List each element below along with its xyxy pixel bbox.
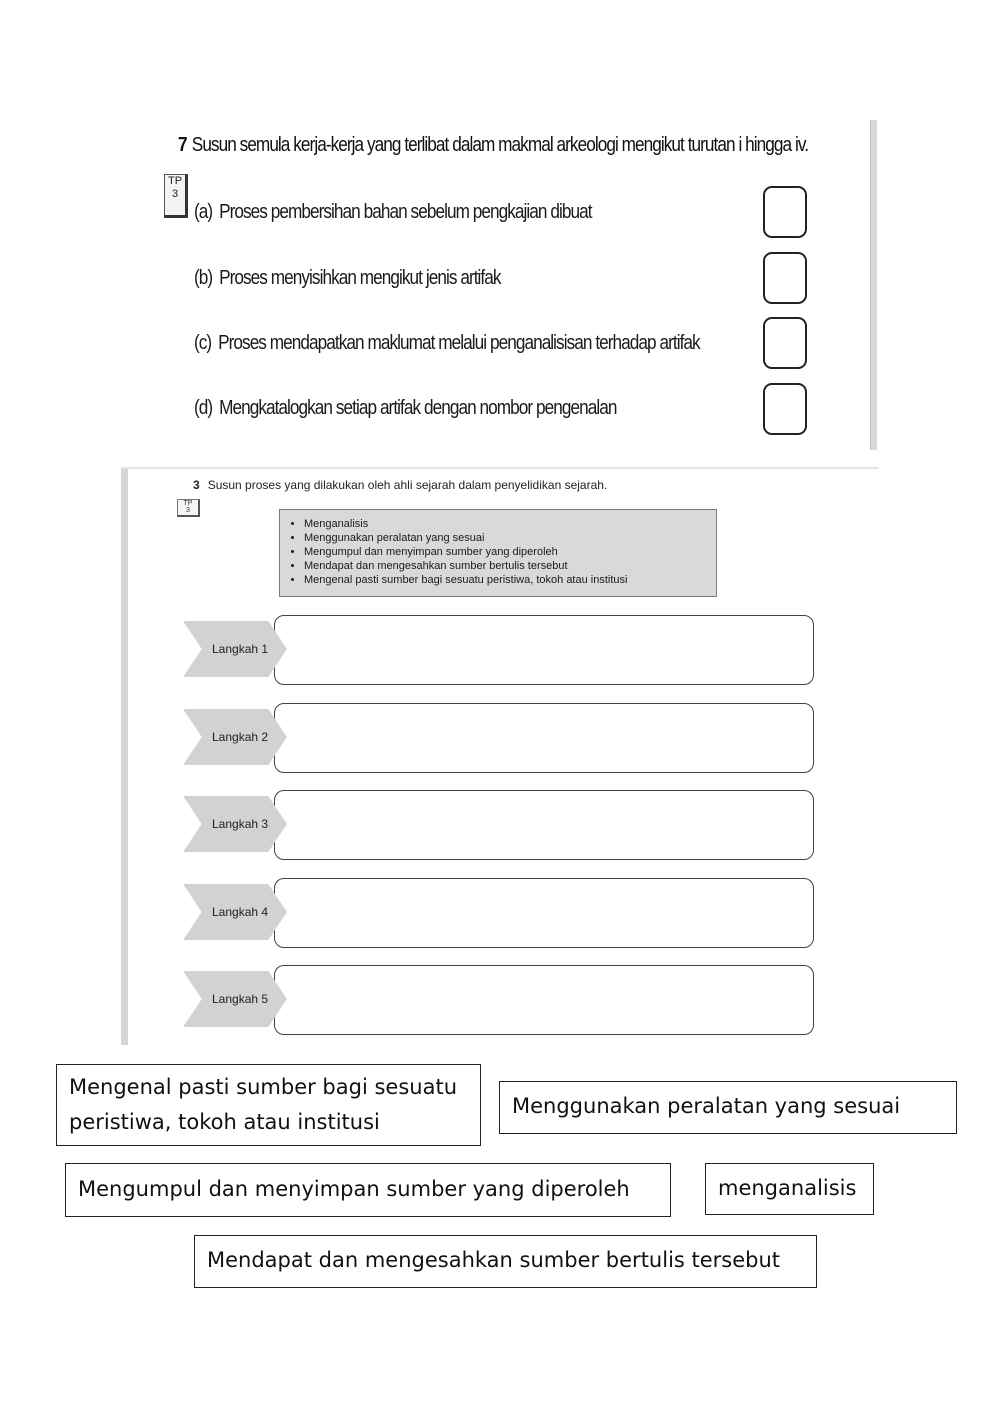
item-label: (c) (194, 332, 212, 354)
step-answer-box-5[interactable] (274, 965, 814, 1035)
step-answer-box-2[interactable] (274, 703, 814, 773)
q7-item-c (194, 332, 700, 355)
q7-item-b (194, 267, 501, 290)
tp-level-badge (164, 174, 188, 218)
question-3-title (193, 478, 607, 492)
question-3-panel (121, 467, 879, 1047)
card-text-line1: Mengenal pasti sumber bagi sesuatu (69, 1075, 457, 1099)
step-row-2 (183, 703, 815, 773)
answer-card-analyse[interactable] (705, 1163, 874, 1215)
step-row-3 (183, 790, 815, 860)
list-item: • Menganalisis (304, 517, 716, 531)
step-row-4 (183, 878, 815, 948)
question-text: Susun semula kerja-kerja yang terlibat dalam makmal arkeologi mengikut turutan i hingga iv. (191, 134, 809, 156)
card-text-line2: peristiwa, tokoh atau institusi (69, 1110, 380, 1134)
q7-item-a (194, 201, 592, 224)
step-answer-box-4[interactable] (274, 878, 814, 948)
item-text: Proses mendapatkan maklumat melalui penganalisisan terhadap artifak (218, 332, 700, 354)
step-label: Langkah 5 (212, 992, 269, 1006)
panel-edge (121, 469, 128, 1045)
q7-answer-box-a[interactable] (763, 186, 807, 238)
step-row-1 (183, 615, 815, 685)
card-text: Mendapat dan mengesahkan sumber bertulis tersebut (207, 1248, 781, 1272)
tp-level-badge (177, 499, 200, 517)
answer-card-verify-sources[interactable] (194, 1235, 817, 1288)
question-number: 3 (193, 478, 200, 492)
step-label: Langkah 1 (212, 642, 269, 656)
item-text: Mengkatalogkan setiap artifak dengan nombor pengenalan (219, 397, 617, 419)
q7-item-d (194, 397, 616, 420)
process-list-box (279, 509, 717, 597)
tp-label: TP (167, 175, 183, 187)
q7-answer-box-b[interactable] (763, 252, 807, 304)
step-label: Langkah 3 (212, 817, 269, 831)
card-text: Mengumpul dan menyimpan sumber yang diperoleh (78, 1177, 630, 1201)
list-item: • Mendapat dan mengesahkan sumber bertulis tersebut (304, 559, 716, 573)
tp-value: 3 (171, 188, 179, 200)
tp-value: 3 (186, 507, 190, 514)
step-row-5 (183, 965, 815, 1035)
question-7-panel (160, 118, 880, 453)
answer-card-identify-sources[interactable] (56, 1064, 481, 1146)
panel-edge (870, 120, 877, 450)
question-7-title (178, 134, 809, 157)
card-text: Menggunakan peralatan yang sesuai (512, 1094, 901, 1118)
item-label: (d) (194, 397, 213, 419)
question-number: 7 (178, 134, 187, 156)
step-label: Langkah 4 (212, 905, 269, 919)
answer-card-use-tools[interactable] (499, 1081, 957, 1134)
item-label: (a) (194, 201, 213, 223)
list-item: • Menggunakan peralatan yang sesuai (304, 531, 716, 545)
question-text: Susun proses yang dilakukan oleh ahli sejarah dalam penyelidikan sejarah. (207, 478, 608, 492)
q7-answer-box-c[interactable] (763, 317, 807, 369)
step-label: Langkah 2 (212, 730, 269, 744)
item-text: Proses menyisihkan mengikut jenis artifak (219, 267, 501, 289)
step-answer-box-3[interactable] (274, 790, 814, 860)
item-label: (b) (194, 267, 213, 289)
answer-card-collect-sources[interactable] (65, 1163, 671, 1217)
q7-answer-box-d[interactable] (763, 383, 807, 435)
item-text: Proses pembersihan bahan sebelum pengkajian dibuat (219, 201, 592, 223)
card-text: menganalisis (718, 1176, 857, 1200)
step-answer-box-1[interactable] (274, 615, 814, 685)
tp-label: TP (183, 500, 193, 507)
list-item: • Mengenal pasti sumber bagi sesuatu peristiwa, tokoh atau institusi (304, 573, 716, 587)
list-item: • Mengumpul dan menyimpan sumber yang diperoleh (304, 545, 716, 559)
